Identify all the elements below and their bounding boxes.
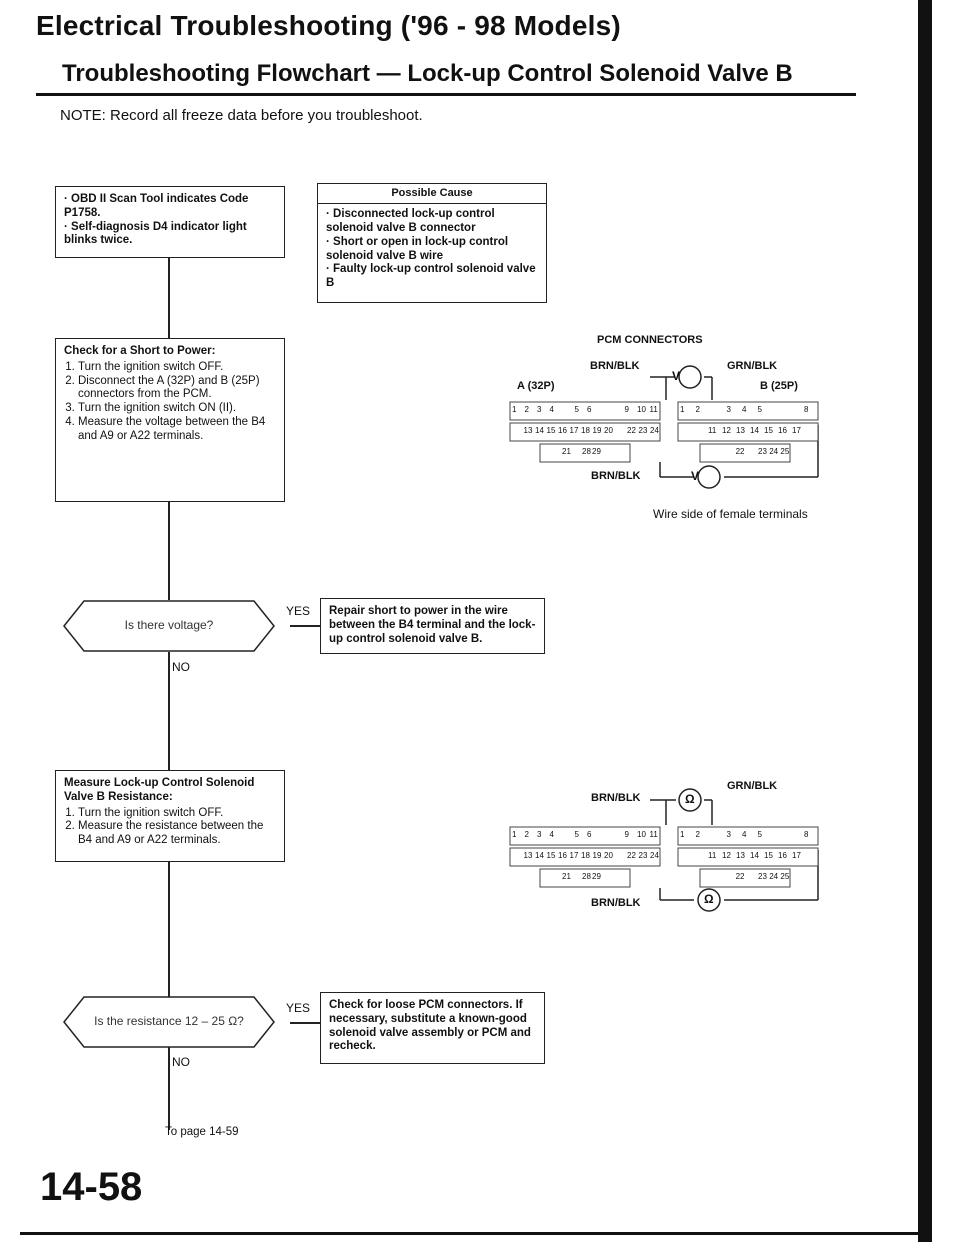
terminal-number: 13 <box>736 851 745 860</box>
terminal-number: 4 <box>742 830 747 839</box>
page-number: 14-58 <box>40 1165 143 1209</box>
terminal-number: 21 <box>562 872 571 881</box>
terminal-number: 2 <box>695 405 700 414</box>
terminal-number: 29 <box>592 447 601 456</box>
terminal-number: 9 <box>624 405 629 414</box>
terminal-number: 13 <box>523 851 533 860</box>
terminal-number: 25 <box>780 872 790 881</box>
step-item: 1. Turn the ignition switch OFF. <box>78 361 276 375</box>
terminal-number: 23 <box>758 872 767 881</box>
terminal-number: 24 <box>650 851 659 860</box>
terminal-number: 9 <box>624 830 629 839</box>
terminal-number: 28 <box>582 872 591 881</box>
yes-label: YES <box>286 604 311 618</box>
voltmeter-symbol: V <box>672 369 681 383</box>
diagram-heading: PCM CONNECTORS <box>597 334 703 346</box>
terminal-number: 22 <box>627 426 636 435</box>
terminal-number: 5 <box>574 405 579 414</box>
terminal-number: 10 <box>637 405 646 414</box>
start-box <box>55 186 285 258</box>
terminal-number: 3 <box>726 405 731 414</box>
terminal-number: 15 <box>546 851 556 860</box>
terminal-number: 18 <box>581 426 590 435</box>
flowchart-title: Troubleshooting Flowchart — Lock-up Control Solenoid Valve B <box>62 60 793 87</box>
step-item: 2. Measure the resistance between the B4 and A9 or A22 terminals. <box>78 820 276 848</box>
possible-cause-box <box>317 183 547 303</box>
terminal-number: 8 <box>804 830 809 839</box>
terminal-number: 16 <box>778 851 787 860</box>
terminal-number: 1 <box>512 405 517 414</box>
terminal-number: 1 <box>512 830 517 839</box>
terminal-number: 17 <box>569 851 579 860</box>
terminal-number: 3 <box>537 830 542 839</box>
terminal-number: 28 <box>582 447 591 456</box>
terminal-number: 21 <box>562 447 571 456</box>
connector-b-label: B (25P) <box>760 380 798 392</box>
yes-branch-line <box>290 1022 320 1024</box>
terminal-number: 10 <box>637 830 646 839</box>
short-to-power-check-box <box>55 338 285 502</box>
yes-branch-line <box>290 625 320 627</box>
start-item: · OBD II Scan Tool indicates Code P1758. <box>64 193 249 219</box>
terminal-number: 23 <box>638 851 648 860</box>
terminal-number: 22 <box>735 872 745 881</box>
terminal-number: 14 <box>535 851 544 860</box>
flow-line <box>168 502 170 600</box>
page-title: Electrical Troubleshooting ('96 - 98 Models) <box>36 10 621 41</box>
terminal-number: 19 <box>592 426 602 435</box>
terminal-number: 8 <box>804 405 809 414</box>
terminal-number: 16 <box>558 851 567 860</box>
terminal-number: 11 <box>649 405 658 414</box>
flow-line <box>168 652 170 770</box>
terminal-number: 16 <box>558 426 567 435</box>
cause-item: · Faulty lock-up control solenoid valve B <box>326 263 536 290</box>
terminal-number: 5 <box>757 830 762 839</box>
terminal-number: 25 <box>780 447 790 456</box>
ohmmeter-symbol: Ω <box>704 892 714 906</box>
terminal-number: 1 <box>680 405 685 414</box>
terminal-number: 19 <box>592 851 602 860</box>
flow-line <box>168 258 170 338</box>
wire-label: BRN/BLK <box>591 897 641 909</box>
terminal-number: 18 <box>581 851 590 860</box>
decision-question: Is there voltage? <box>124 618 214 632</box>
terminal-number: 5 <box>574 830 579 839</box>
terminal-number: 17 <box>792 426 801 435</box>
terminal-number: 23 <box>758 447 767 456</box>
repair-text: Repair short to power in the wire between the B4 terminal and the lock-up control solenoid valve B. <box>329 605 536 645</box>
wire-label: GRN/BLK <box>727 780 778 792</box>
terminal-number: 1 <box>680 830 685 839</box>
terminal-number: 24 <box>769 447 779 456</box>
terminal-number: 22 <box>735 447 745 456</box>
terminal-number: 2 <box>695 830 700 839</box>
bottom-divider <box>20 1232 920 1235</box>
terminal-number: 29 <box>592 872 601 881</box>
step-heading: Measure Lock-up Control Solenoid Valve B Resistance: <box>64 777 255 803</box>
no-label: NO <box>172 1055 190 1069</box>
terminal-number: 12 <box>722 426 731 435</box>
terminal-number: 15 <box>546 426 556 435</box>
repair-box <box>320 598 545 654</box>
repair-text: Check for loose PCM connectors. If necessary, substitute a known-good solenoid valve assembly or PCM and recheck. <box>329 999 531 1053</box>
terminal-number: 23 <box>638 426 648 435</box>
step-item: 2. Disconnect the A (32P) and B (25P) connectors from the PCM. <box>78 375 276 403</box>
terminal-number: 24 <box>769 872 779 881</box>
resistance-check-box <box>55 770 285 862</box>
terminal-number: 13 <box>736 426 745 435</box>
terminal-number: 2 <box>524 830 529 839</box>
note-text: NOTE: Record all freeze data before you troubleshoot. <box>60 107 423 124</box>
terminal-number: 16 <box>778 426 787 435</box>
step-item: 4. Measure the voltage between the B4 and A9 or A22 terminals. <box>78 416 276 444</box>
terminal-number: 17 <box>569 426 579 435</box>
terminal-number: 3 <box>726 830 731 839</box>
connector-pin-grid <box>510 827 840 897</box>
page-edge-bar <box>918 0 932 1242</box>
yes-label: YES <box>286 1001 311 1015</box>
wire-label: BRN/BLK <box>591 470 641 482</box>
repair-box <box>320 992 545 1064</box>
terminal-number: 11 <box>708 426 717 435</box>
diagram-caption: Wire side of female terminals <box>653 507 808 521</box>
terminal-number: 4 <box>549 405 554 414</box>
title-divider <box>36 93 856 96</box>
terminal-number: 11 <box>649 830 658 839</box>
terminal-number: 14 <box>750 851 759 860</box>
terminal-number: 4 <box>742 405 747 414</box>
terminal-number: 4 <box>549 830 554 839</box>
terminal-number: 17 <box>792 851 801 860</box>
terminal-number: 3 <box>537 405 542 414</box>
no-label: NO <box>172 660 190 674</box>
terminal-number: 12 <box>722 851 731 860</box>
terminal-number: 20 <box>604 426 613 435</box>
ohmmeter-symbol: Ω <box>685 792 695 806</box>
terminal-number: 6 <box>587 830 592 839</box>
step-heading: Check for a Short to Power: <box>64 345 216 357</box>
flow-line <box>168 862 170 1000</box>
terminal-number: 2 <box>524 405 529 414</box>
step-item: 3. Turn the ignition switch ON (II). <box>78 402 276 416</box>
terminal-number: 14 <box>535 426 544 435</box>
decision-question: Is the resistance 12 – 25 Ω? <box>94 1014 244 1028</box>
terminal-number: 13 <box>523 426 533 435</box>
terminal-number: 14 <box>750 426 759 435</box>
terminal-number: 22 <box>627 851 636 860</box>
terminal-number: 20 <box>604 851 613 860</box>
terminal-number: 11 <box>708 851 717 860</box>
flow-line <box>168 1046 170 1130</box>
terminal-number: 5 <box>757 405 762 414</box>
terminal-number: 6 <box>587 405 592 414</box>
step-item: 1. Turn the ignition switch OFF. <box>78 807 276 821</box>
wire-label: GRN/BLK <box>727 360 778 372</box>
terminal-number: 15 <box>764 851 773 860</box>
to-page-text: To page 14-59 <box>165 1126 239 1138</box>
wire-label: BRN/BLK <box>590 360 640 372</box>
connector-a-label: A (32P) <box>517 380 555 392</box>
start-item: · Self-diagnosis D4 indicator light blinks twice. <box>64 220 247 247</box>
possible-cause-heading: Possible Cause <box>318 184 546 204</box>
connector-pin-grid <box>510 402 840 472</box>
terminal-number: 15 <box>764 426 773 435</box>
cause-item: · Short or open in lock-up control solenoid valve B wire <box>326 235 509 262</box>
cause-item: · Disconnected lock-up control solenoid valve B connector <box>326 208 495 234</box>
terminal-number: 24 <box>650 426 659 435</box>
voltmeter-symbol: V <box>691 469 700 483</box>
wire-label: BRN/BLK <box>591 792 641 804</box>
